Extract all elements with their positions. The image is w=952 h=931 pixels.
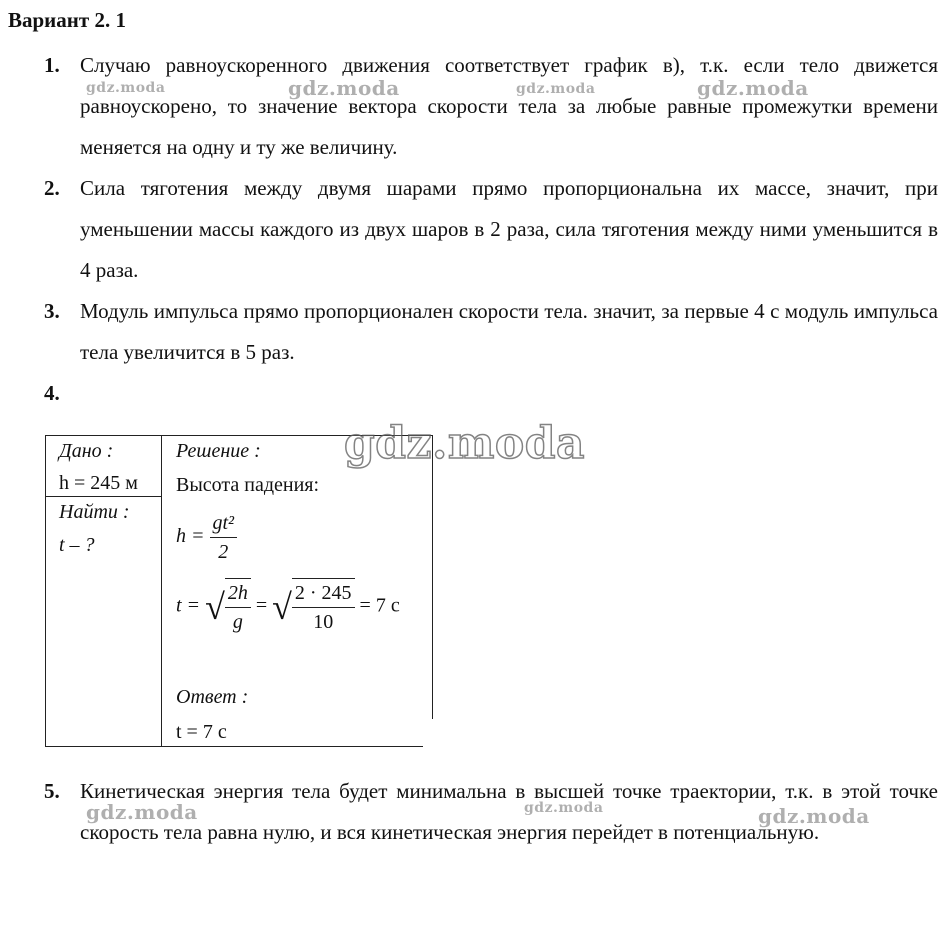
answer-label: Ответ : [176,686,249,708]
formula-time [176,578,400,636]
watermark: gdz.moda [288,76,400,100]
formula-lhs: h = [176,525,205,548]
height-label: Высота падения: [176,474,320,496]
fraction-numerator: 2 · 245 [294,582,352,604]
formula-height [176,509,237,566]
task-text: Кинетическая энергия тела будет минимальна в высшей точке траектории, т.к. в этой точке скорость тела равна нулю, и вся кинетическая энергия перейдет в потенциальную. [80,779,938,844]
formula-result: = 7 с [359,594,400,617]
fraction-denominator: 2 [210,537,238,566]
watermark: gdz.moda [697,76,809,100]
watermark: gdz.moda [758,804,870,828]
task-text: Случаю равноускоренного движения соответствует график в), т.к. если тело движется равноускорено, то значение вектора скорости тела за любые равные промежутки времени меняется на одну и ту же величину. [80,53,938,159]
task-item-1 [44,45,938,168]
watermark: gdz.moda [86,80,166,96]
table-border-top [45,435,433,436]
task-number: 3. [44,299,60,323]
solution-table [45,435,433,747]
task-item-5 [44,771,938,853]
table-border-right [432,435,433,719]
page-title: Вариант 2. 1 [8,8,126,32]
fraction-denominator: g [225,607,251,636]
solution-label: Решение : [176,440,261,462]
watermark: gdz.moda [516,81,596,97]
table-border-left [45,435,46,747]
fraction [292,579,355,636]
table-border-bottom [45,746,423,747]
given-value: h = 245 м [59,472,138,494]
fraction-numerator: 2h [227,582,248,604]
fraction [225,579,251,636]
find-value: t – ? [59,534,95,556]
task-number: 5. [44,779,60,803]
task-text: Сила тяготения между двумя шарами прямо пропорциональна их массе, значит, при уменьшении массы каждого из двух шаров в 2 раза, сила тяготения между ними уменьшится в 4 раза. [80,176,938,282]
task-number: 1. [44,53,60,77]
table-divider-vertical [161,435,162,747]
sqrt-icon: √ [272,587,292,627]
sqrt-icon: √ [205,587,225,627]
answer-value: t = 7 с [176,721,227,743]
task-number: 2. [44,176,60,200]
watermark: gdz.moda [524,800,604,816]
find-label: Найти : [59,501,130,523]
equals-sign: = [255,594,268,617]
task-item-3 [44,291,938,373]
task-number: 4. [44,381,60,405]
fraction-numerator: gt² [212,512,235,534]
fraction-denominator: 10 [292,607,355,636]
task-text: Модуль импульса прямо пропорционален скорости тела. значит, за первые 4 с модуль импульса тела увеличится в 5 раз. [80,299,938,364]
watermark: gdz.moda [344,418,586,469]
fraction [210,509,238,566]
given-label: Дано : [59,440,114,462]
formula-lhs: t = [176,594,201,617]
task-item-2 [44,168,938,291]
watermark: gdz.moda [86,800,198,824]
